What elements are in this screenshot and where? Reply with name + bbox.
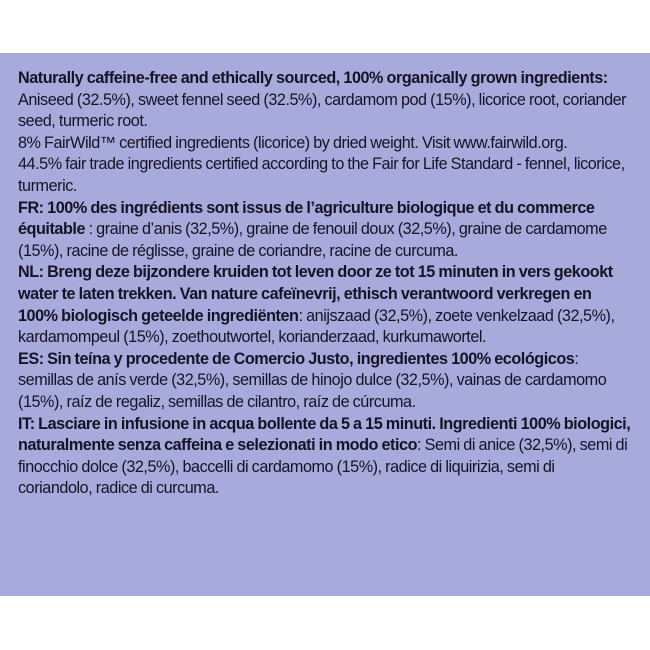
italian-lead: IT: Lasciare in infusione in acqua bollente da 5 a 15 minuti. Ingredienti 100% biologici, naturalmente senza caffeina e selezionati in modo etico xyxy=(18,414,631,455)
french-ingredients: : graine d’anis (32,5%), graine de fenouil doux (32,5%), graine de cardamome (15%), racine de réglisse, graine de coriandre, racine de curcuma. xyxy=(18,220,607,260)
italian-ingredients: : Semi di anice (32,5%), semi di finocchio dolce (32,5%), baccelli di cardamomo (15%), radice di liquirizia, semi di coriandolo, radice di curcuma. xyxy=(18,436,628,498)
fairwild-statement: 8% FairWild™ certified ingredients (licorice) by dried weight. Visit www.fairwild.org. xyxy=(18,133,568,152)
fairtrade-statement: 44.5% fair trade ingredients certified according to the Fair for Life Standard - fennel, licorice, turmeric. xyxy=(18,155,625,195)
dutch-paragraph xyxy=(18,262,632,348)
spanish-ingredients: : semillas de anís verde (32,5%), semillas de hinojo dulce (32,5%), vainas de cardamomo (15%), raíz de regaliz, semillas de cilantro, raíz de cúrcuma. xyxy=(18,349,607,411)
french-lead: FR: 100% des ingrédients sont issus de l’agriculture biologique et du commerce équitable xyxy=(18,198,595,239)
spanish-lead: ES: Sin teína y procedente de Comercio Justo, ingredientes 100% ecológicos xyxy=(18,349,575,368)
spanish-paragraph xyxy=(18,349,632,414)
french-paragraph xyxy=(18,198,632,263)
dutch-ingredients: : anijszaad (32,5%), zoete venkelzaad (32,5%), kardamompeul (15%), zoethoutwortel, korianderzaad, kurkumawortel. xyxy=(18,306,615,347)
ingredient-label-panel xyxy=(0,53,650,596)
dutch-lead: NL: Breng deze bijzondere kruiden tot leven door ze tot 15 minuten in vers gekookt water te laten trekken. Van nature cafeïnevrij, ethisch verantwoord verkregen en 100% biologisch geteelde ingrediënten xyxy=(18,263,613,325)
ingredient-text-block xyxy=(18,68,632,500)
english-ingredients: Aniseed (32.5%), sweet fennel seed (32.5%), cardamom pod (15%), licorice root, coriander seed, turmeric root. xyxy=(18,90,627,131)
italian-paragraph xyxy=(18,414,632,500)
english-headline: Naturally caffeine-free and ethically sourced, 100% organically grown ingredients: xyxy=(18,69,608,87)
